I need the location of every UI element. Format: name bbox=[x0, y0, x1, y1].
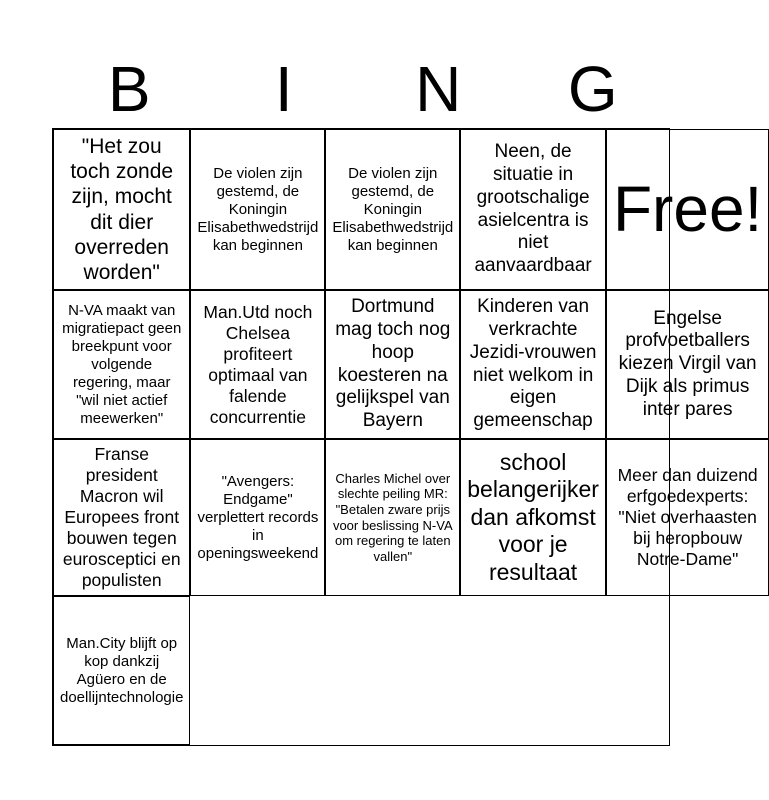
bingo-cell[interactable]: Engelse profvoetballers kiezen Virgil van Dijk als primus inter pares bbox=[606, 290, 769, 439]
header-letter-b: B bbox=[107, 53, 151, 125]
header-letter-g: G bbox=[567, 53, 618, 125]
bingo-cell[interactable]: De violen zijn gestemd, de Koningin Elisabethwedstrijd kan beginnen bbox=[325, 129, 460, 290]
bingo-cell[interactable]: Man.Utd noch Chelsea profiteert optimaal van falende concurrentie bbox=[190, 290, 325, 439]
bingo-cell[interactable]: "Avengers: Endgame" verplettert records in openingsweekend bbox=[190, 439, 325, 596]
header-letter-i: I bbox=[274, 53, 293, 125]
bingo-cell[interactable]: Neen, de situatie in grootschalige asielcentra is niet aanvaardbaar bbox=[460, 129, 606, 290]
bingo-cell[interactable]: school belangerijker dan afkomst voor je resultaat bbox=[460, 439, 606, 596]
bingo-cell[interactable]: N-VA maakt van migratiepact geen breekpunt voor volgende regering, maar "wil niet actief meewerken" bbox=[53, 290, 190, 439]
bingo-cell[interactable]: Dortmund mag toch nog hoop koesteren na gelijkspel van Bayern bbox=[325, 290, 460, 439]
bingo-cell[interactable]: "Het zou toch zonde zijn, mocht dit dier overreden worden" bbox=[53, 129, 190, 290]
free-space-cell[interactable]: Free! bbox=[606, 129, 769, 290]
header-letter-n: N bbox=[415, 53, 462, 125]
bingo-card-grid bbox=[52, 128, 763, 746]
bingo-cell[interactable]: Charles Michel over slechte peiling MR: "Betalen zware prijs voor beslissing N-VA om regering te laten vallen" bbox=[325, 439, 460, 596]
bingo-cell[interactable]: De violen zijn gestemd, de Koningin Elisabethwedstrijd kan beginnen bbox=[190, 129, 325, 290]
bingo-cell[interactable]: Meer dan duizend erfgoedexperts: "Niet overhaasten bij heropbouw Notre-Dame" bbox=[606, 439, 769, 596]
bingo-header bbox=[52, 50, 670, 128]
bingo-cell[interactable]: Man.City blijft op kop dankzij Agüero en de doellijntechnologie bbox=[53, 596, 190, 745]
bingo-cell[interactable]: Kinderen van verkrachte Jezidi-vrouwen niet welkom in eigen gemeenschap bbox=[460, 290, 606, 439]
bingo-cell[interactable]: Franse president Macron wil Europees front bouwen tegen eurosceptici en populisten bbox=[53, 439, 190, 596]
